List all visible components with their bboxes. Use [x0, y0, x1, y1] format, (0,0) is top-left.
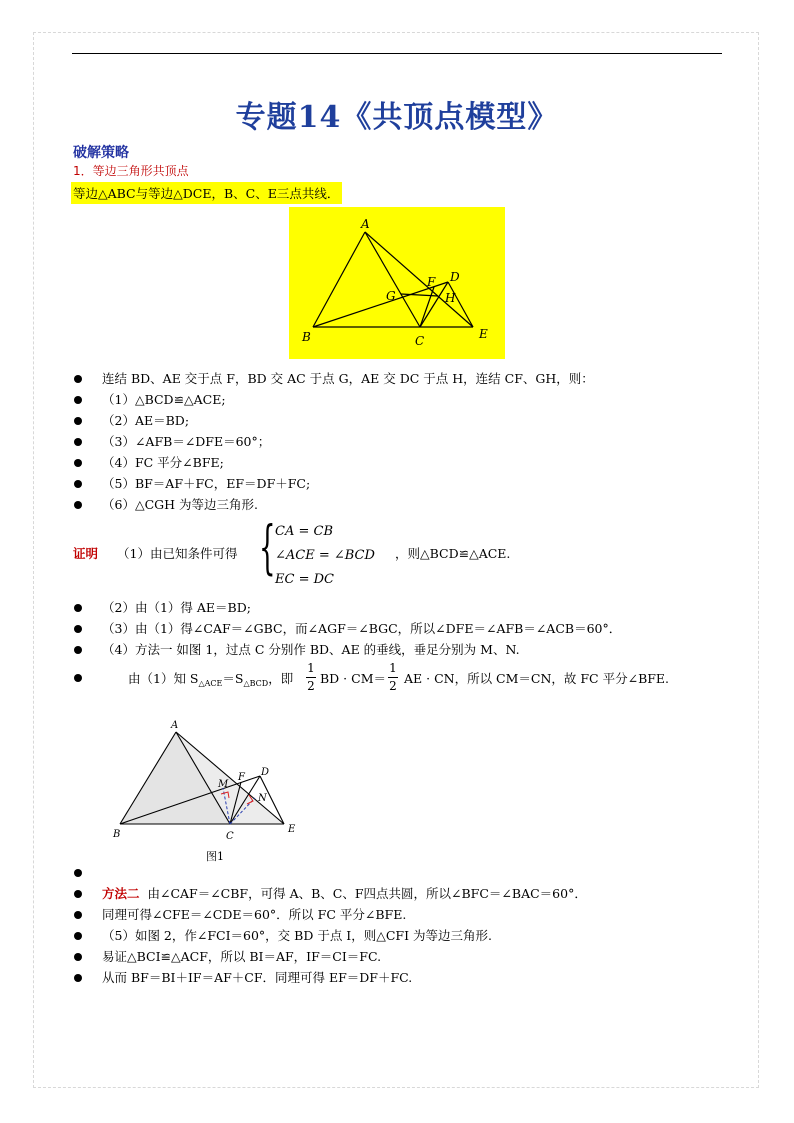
- brace-icon: {: [259, 513, 276, 581]
- label-g: G: [386, 289, 396, 303]
- bullet-icon: [74, 625, 82, 633]
- list-item: （6）△CGH 为等边三角形.: [74, 494, 734, 515]
- figure-1-svg: [289, 207, 505, 359]
- list-item: （2）AE＝BD;: [74, 410, 734, 431]
- list-item: 连结 BD、AE 交于点 F，BD 交 AC 于点 G，AE 交 DC 于点 H，连结 CF、GH，则：: [74, 368, 734, 389]
- line-ac: [365, 232, 420, 327]
- figure-2-svg: [108, 716, 308, 866]
- list-item: （3）由（1）得∠CAF＝∠GBC，而∠AGF＝∠BGC，所以∠DFE＝∠AFB＝∠ACB＝60°．: [74, 618, 754, 639]
- bullet-icon: [74, 604, 82, 612]
- fraction-half: 1 2: [307, 661, 315, 693]
- bullet-icon: [74, 396, 82, 404]
- bullet-icon: [74, 438, 82, 446]
- list-item: 易证△BCI≌△ACF，所以 BI＝AF，IF＝CI＝FC.: [74, 946, 754, 967]
- label-h: H: [445, 291, 456, 305]
- list-item: （4）FC 平分∠BFE;: [74, 452, 734, 473]
- area-equation-line: [74, 661, 754, 695]
- list-item: （3）∠AFB＝∠DFE＝60°；: [74, 431, 734, 452]
- figure-2-perpendiculars: [108, 716, 308, 866]
- label-c: C: [415, 334, 425, 348]
- list-item: （2）由（1）得 AE＝BD;: [74, 597, 754, 618]
- proof-lead: （1）由已知条件可得: [117, 546, 238, 561]
- bullet-icon: [74, 459, 82, 467]
- list-item: （4）方法一 如图 1，过点 C 分别作 BD、AE 的垂线，垂足分别为 M、N.: [74, 639, 754, 660]
- list-item: [74, 862, 754, 883]
- bullet-icon: [74, 501, 82, 509]
- bullet-icon: [74, 890, 82, 898]
- method-two-text: 由∠CAF＝∠CBF，可得 A、B、C、F四点共圆，所以∠BFC＝∠BAC＝60°．: [147, 886, 587, 901]
- bullet-icon: [74, 869, 82, 877]
- page-title: 专题14《共顶点模型》: [235, 100, 559, 135]
- label-d: D: [450, 270, 460, 284]
- figure-caption: 图1: [206, 850, 224, 863]
- list-item: [74, 883, 754, 904]
- bullet-icon: [74, 953, 82, 961]
- bullet-icon: [74, 911, 82, 919]
- system-line: EC = DC: [275, 572, 334, 587]
- area-subscript: △BCD: [243, 679, 269, 688]
- area-text: ，即: [268, 671, 294, 686]
- section-heading: 破解策略: [73, 145, 129, 161]
- proof-block: [73, 513, 733, 590]
- list-item: （5）BF＝AF＋FC，EF＝DF＋FC;: [74, 473, 734, 494]
- label-e: E: [288, 824, 296, 835]
- list-item: 同理可得∠CFE＝∠CDE＝60°．所以 FC 平分∠BFE.: [74, 904, 754, 925]
- highlighted-premise: 等边△ABC与等边△DCE，B、C、E三点共线．: [71, 182, 342, 204]
- area-subscript: △ACE: [198, 679, 223, 688]
- bullet-icon: [74, 480, 82, 488]
- area-text: AE · CN，所以 CM＝CN，故 FC 平分∠BFE.: [404, 671, 670, 686]
- label-b: B: [302, 330, 311, 344]
- label-e: E: [479, 327, 488, 341]
- bullet-icon: [74, 417, 82, 425]
- label-m: M: [218, 779, 229, 790]
- bullet-icon: [74, 674, 82, 682]
- label-f: F: [238, 772, 245, 783]
- figure-1-equilateral-triangles: [289, 207, 505, 359]
- bullet-icon: [74, 375, 82, 383]
- proof-label: 证明: [73, 546, 99, 561]
- final-steps: [74, 862, 754, 988]
- list-item: 从而 BF＝BI＋IF＝AF＋CF．同理可得 EF＝DF＋FC.: [74, 967, 754, 988]
- fraction-half: 1 2: [389, 661, 397, 693]
- label-a: A: [171, 720, 179, 731]
- list-item: （1）△BCD≌△ACE;: [74, 389, 734, 410]
- method-two-label: 方法二: [102, 886, 140, 901]
- bullet-icon: [74, 646, 82, 654]
- area-text: BD · CM＝: [320, 671, 386, 686]
- statement-list: [74, 368, 734, 515]
- label-b: B: [113, 829, 121, 840]
- label-c: C: [226, 831, 234, 842]
- area-text: 由（1）知 S: [128, 671, 199, 686]
- label-a: A: [361, 217, 370, 231]
- sub-heading: 1．等边三角形共顶点: [73, 164, 189, 178]
- label-n: N: [258, 793, 267, 804]
- header-rule: [72, 53, 722, 54]
- system-line: CA = CB: [275, 524, 333, 539]
- proof-conclusion: ，则△BCD≌△ACE.: [395, 546, 511, 561]
- list-item: （5）如图 2，作∠FCI＝60°，交 BD 于点 I，则△CFI 为等边三角形.: [74, 925, 754, 946]
- proof-steps: [74, 597, 754, 660]
- bullet-icon: [74, 932, 82, 940]
- bullet-icon: [74, 974, 82, 982]
- area-eq: ＝S: [222, 671, 244, 686]
- system-line: ∠ACE = ∠BCD: [275, 548, 375, 563]
- equation-system: [275, 520, 375, 592]
- label-f: F: [427, 275, 436, 289]
- label-d: D: [261, 767, 270, 778]
